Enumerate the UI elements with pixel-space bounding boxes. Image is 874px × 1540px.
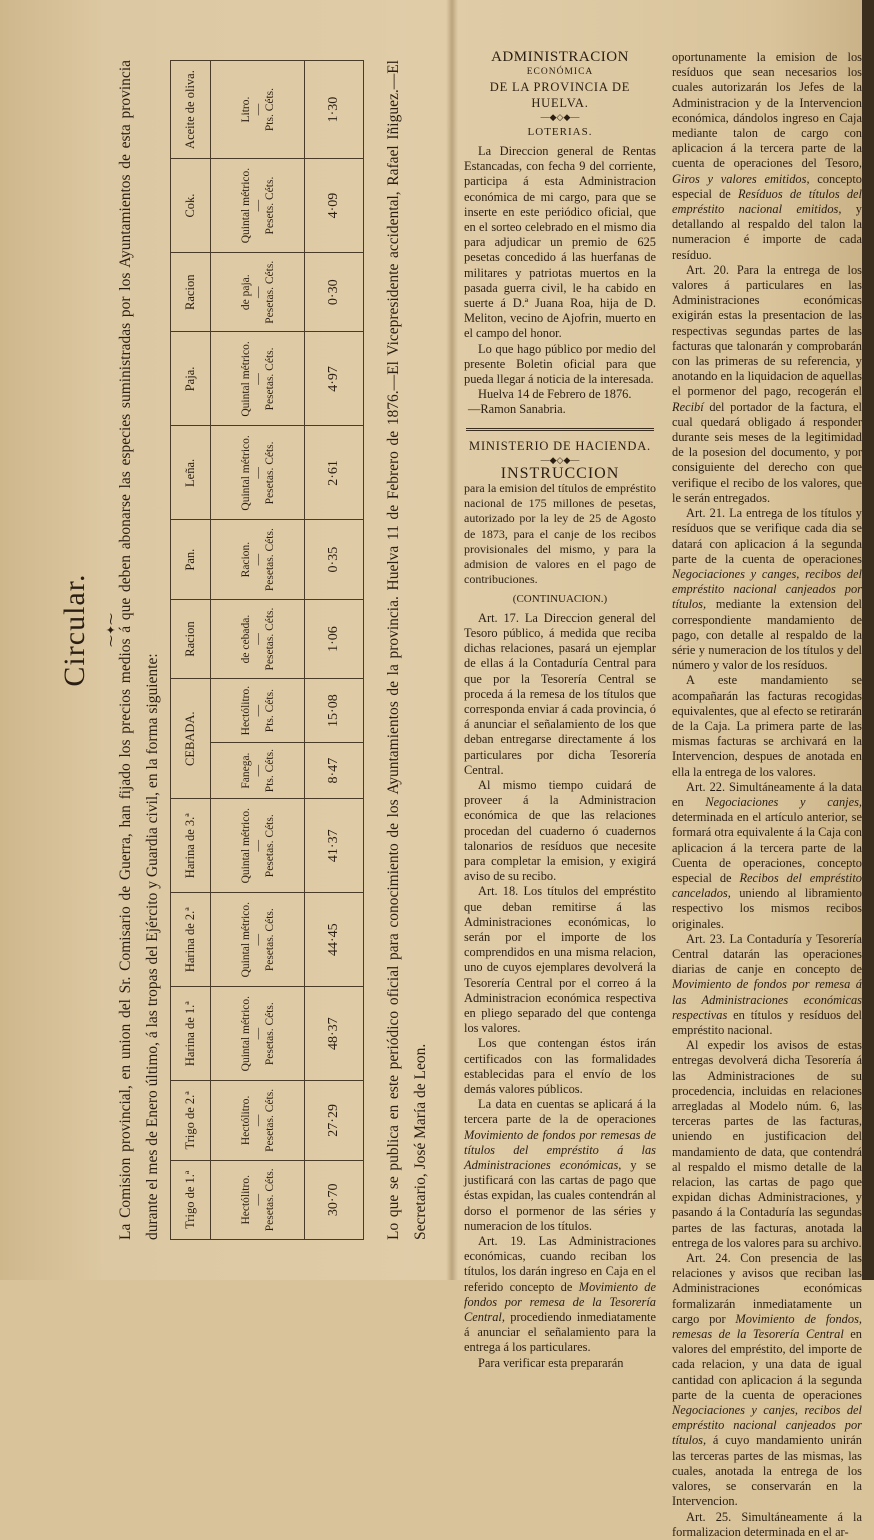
ministerio-ornament: —◆◇◆— <box>540 454 580 465</box>
column-header: Cok. <box>171 159 211 253</box>
article-18: Art. 18. Los títulos del empréstito que deban remitirse á las Administraciones económicas, lo serán por el importe de los comprendidos en una misma relacion, uno de cuyos ejemplares devolverá la Tesorería Central por el correo á la Administracion económica respectiva en pliego separado del que contenga los valores. <box>464 884 656 1036</box>
column-header: Paja. <box>171 332 211 426</box>
column-header: Harina de 2.ª <box>171 893 211 987</box>
column-measure: de paja. — Pesetas. Céts. <box>211 253 305 332</box>
column-measure: Quintal métrico. — Pesetas. Céts. <box>211 799 305 893</box>
article-17-b: Al mismo tiempo cuidará de proveer á la Administracion económica de que las relaciones procedan del cuaderno ó cuadernos talonarios de resíduos que necesite para completar la emision, y exigirá aviso de su recibo. <box>464 777 656 884</box>
column-measure: Hectólitro. — Pesetas. Céts. <box>211 1160 305 1239</box>
admin-ornament: —◆◇◆— <box>540 111 580 122</box>
column-measure: Quintal métrico. — Pesetas. Céts. <box>211 332 305 426</box>
page-edge <box>862 0 874 1280</box>
price-cell: 1·06 <box>305 599 364 678</box>
column-header: Harina de 1.ª <box>171 987 211 1081</box>
column-measure: Quintal métrico. — Pesetas. Céts. <box>211 426 305 520</box>
article-18-b: Los que contengan éstos irán certificados con las formalidades establecidas para el envío de los demás valores públicos. <box>464 1036 656 1096</box>
continuacion-label: (CONTINUACION.) <box>512 592 608 605</box>
column-measure: Hectólitro. — Pts. Céts. <box>211 679 305 743</box>
price-cell: 15·08 <box>305 679 364 743</box>
article-19-continued: oportunamente la emision de los resíduos que sean necesarios los cuales autorizarán los Jefes de la Administracion y de la Intervencion económica, dándolos ingreso en Caja mediante talon de cargo con aplicacion á la tercera parte de la cuenta de operaciones del Tesoro, Giros y valores emitidos, concepto especial de Resíduos de títulos del empréstito nacional emitidos, y detallando al respaldo del talon la numeracion é importe de cada resíduo. <box>672 50 862 262</box>
admin-subheading: ECONÓMICA <box>526 67 594 78</box>
column-2 <box>672 50 862 1540</box>
column-header: Trigo de 2.ª <box>171 1081 211 1160</box>
price-cell: 4·09 <box>305 159 364 253</box>
price-cell: 2·61 <box>305 426 364 520</box>
section-divider <box>466 428 654 431</box>
admin-province: DE LA PROVINCIA DE HUELVA. <box>489 80 631 110</box>
table-value-row <box>305 61 364 1240</box>
price-cell: 27·29 <box>305 1081 364 1160</box>
price-cell: 1·30 <box>305 61 364 159</box>
article-17: Art. 17. La Direccion general del Tesoro público, á medida que reciba dichas relaciones, pasará un ejemplar de ellas á la Contaduría Central para que por la Tesorería Central se proceda á la remesa de los títulos que corresponda enviar á cada provincia, ó á anunciar el señalamiento de los que deban entregarse directamente á los particulares por dicha Tesorería Central. <box>464 610 656 777</box>
price-cell: 30·70 <box>305 1160 364 1239</box>
column-header: Trigo de 1.ª <box>171 1160 211 1239</box>
price-cell: 44·45 <box>305 893 364 987</box>
ministerio-heading: MINISTERIO DE HACIENDA. <box>469 438 651 453</box>
cebada-group-header: CEBADA. <box>171 679 211 799</box>
column-header: Leña. <box>171 426 211 520</box>
page-fold <box>446 0 458 1280</box>
column-header: Racion <box>171 599 211 678</box>
table-header-row <box>171 61 211 1240</box>
article-21: Art. 21. La entrega de los títulos y resíduos que se verifique cada dia se datará con aplicacion á la segunda parte de la cuenta de operaciones Negociaciones y canges, recibos del empréstito nacional canjeados por títulos, mediante la extension del correspondiente mandamiento de pago, con detalle al respaldo de la série y numeracion de los títulos y del número y valor de los resíduos. <box>672 506 862 673</box>
price-cell: 8·47 <box>305 742 364 798</box>
loterias-signature: —Ramon Sanabria. <box>468 402 566 417</box>
price-cell: 48·37 <box>305 987 364 1081</box>
circular-title: Circular. <box>58 573 91 687</box>
column-1 <box>464 50 656 1371</box>
price-cell: 41·37 <box>305 799 364 893</box>
column-header: Racion <box>171 253 211 332</box>
loterias-paragraph-2: Lo que hago público por medio del presente Boletin oficial para que pueda llegar á noticia de la interesada. <box>464 341 656 387</box>
circular-intro: La Comision provincial, en union del Sr. Comisario de Guerra, han fijado los precios medios á que deben abonarse las especies suministradas por los Ayuntamientos de esta provincia durante el mes de Enero último, á las tropas del Ejército y Guardia civil, en la forma siguiente: <box>117 60 161 1240</box>
column-measure: Hectólitro. — Pesetas. Céts. <box>211 1081 305 1160</box>
column-measure: Litro. — Pts. Céts. <box>211 61 305 159</box>
column-measure: Quintal métrico. — Pesets. Céts. <box>211 159 305 253</box>
column-header: Aceite de oliva. <box>171 61 211 159</box>
article-20: Art. 20. Para la entrega de los valores á particulares en las Administraciones económicas exigirán estas la presentacion de las respectivas segundas partes de las facturas que talonarán y comprobarán con las primeras de su referencia, y anotando en la liquidacion de aquellas el pormenor del pago, recogerán el Recibí del portador de la factura, el cual quedará obligado á responder durante seis meses de la legitimidad de la posesion del documento, y por consiguiente del derecho con que verifique el recibo de los valores, que le serán entregados. <box>672 262 862 505</box>
article-23: Art. 23. La Contaduría y Tesorería Central datarán las operaciones diarias de canje en concepto de Movimiento de fondos por remesa á las Administraciones económicas respectivas en títulos y resíduos del empréstito nacional. <box>672 931 862 1037</box>
column-measure: Quintal métrico. — Pesetas. Céts. <box>211 987 305 1081</box>
instruccion-heading: INSTRUCCION <box>500 464 620 482</box>
circular-footer: Lo que se publica en este periódico oficial para conocimiento de los Ayuntamientos de la provincia. Huelva 11 de Febrero de 1876.—El Vicepresidente accidental, Rafael Iñiguez.—El Secretario, José María de Leon. <box>385 60 429 1240</box>
article-22: Art. 22. Simultáneamente á la data en Negociaciones y canjes, determinada en el artículo anterior, se formará otra equivalente á la Caja con aplicacion á la tercera parte de la Cuenta de operaciones, concepto especial de Recibos del empréstito cancelados, uniendo al libramiento respectivo los mismos recibos originales. <box>672 779 862 931</box>
section-loterias: LOTERIAS. <box>527 125 593 138</box>
loterias-paragraph: La Direccion general de Rentas Estancadas, con fecha 9 del corriente, participa á esta Administracion económica de mi cargo, para que se inserte en este periódico oficial, que en el sorteo celebrado en el mismo dia para adjudicar un premio de 625 pesetas concedido á las huerfanas de militares y patriotas muertos en la pasada guerra civil, le ha cabido en suerte á D.ª Juana Roa, hija de D. Meliton, vecino de Ajofrin, muerto en el campo del honor. <box>464 144 656 341</box>
price-cell: 4·97 <box>305 332 364 426</box>
column-measure: Fanega. — Pts. Céts. <box>211 742 305 798</box>
article-23-b: Al expedir los avisos de estas entregas devolverá dicha Tesorería á las Administraciones de su procedencia, incluidas en relaciones arregladas al Modelo núm. 6, las terceras partes de las facturas, uniendo en justificacion del mandamiento de data, que contendrá al respaldo el mismo detalle de la relacion, las cartas de pago que expidan dichas Administraciones, y pasando á la Contaduría las segundas partes de las facturas, anotada la entrega de los valores para su archivo. <box>672 1038 862 1250</box>
column-header: Pan. <box>171 520 211 599</box>
loterias-date: Huelva 14 de Febrero de 1876. <box>478 387 632 402</box>
article-21-b: A este mandamiento se acompañarán las facturas recogidas equivalentes, que al efecto se retirarán de la Caja. La primera parte de las mismas facturas se archivará en la Intervencion, despues de anotada en ella la entrega de los valores. <box>672 673 862 779</box>
article-25: Art. 25. Simultáneamente á la formalizacion determinada en el ar- <box>672 1509 862 1539</box>
article-24: Art. 24. Con presencia de las relaciones y avisos que reciban las Administraciones económicas formalizarán inmediatamente un cargo por Movimiento de fondos, remesas de la Tesorería Central en valores del empréstito, del importe de cada relacion, y una data de igual cantidad con aplicacion á la segunda parte de la cuenta de operaciones Negociaciones y canjes, recibos del empréstito nacional canjeados por títulos, á cuyo mandamiento unirán las terceras partes de las mismas, las cuales, anotada la entrega de los valores, se conservarán en la Intervencion. <box>672 1251 862 1509</box>
article-19: Art. 19. Las Administraciones económicas, cuando reciban los títulos, los darán ingreso en Caja en el referido concepto de Movimiento de fondos por remesa de la Tesorería Central, procediendo inmediatamente á anunciar el señalamiento para la entrega á los particulares. <box>464 1234 656 1355</box>
article-18-c: La data en cuentas se aplicará á la tercera parte de la de operaciones Movimiento de fondos por remesas de títulos del empréstito á las Administraciones económicas, y se justificará con las cartas de pago que éstas expidan, las cuales contendrán al dorso el pormenor de las séries y numeracion de los títulos. <box>464 1097 656 1233</box>
price-cell: 0·30 <box>305 253 364 332</box>
column-header: Harina de 3.ª <box>171 799 211 893</box>
instruccion-description: para la emision del títulos de empréstito nacional de 175 millones de pesetas, autorizado por la ley de 25 de Agosto de 1873, para el canje de los recibos provisionales del mismo, y para la admision de valores en el pago de contribuciones. <box>464 481 656 587</box>
admin-heading: ADMINISTRACION <box>491 49 629 65</box>
article-19-b: Para verificar esta prepararán <box>478 1355 624 1370</box>
column-measure: de cebada. — Pesetas. Céts. <box>211 599 305 678</box>
price-cell: 0·35 <box>305 520 364 599</box>
circular-section <box>0 0 446 1280</box>
circular-ornament: ⁓✦⁓ <box>104 612 118 648</box>
table-measure-row <box>211 61 305 1240</box>
column-measure: Racion. — Pesetas. Céts. <box>211 520 305 599</box>
prices-table <box>170 60 364 1240</box>
column-measure: Quintal métrico. — Pesetas. Céts. <box>211 893 305 987</box>
circular-rotated <box>0 40 446 1280</box>
